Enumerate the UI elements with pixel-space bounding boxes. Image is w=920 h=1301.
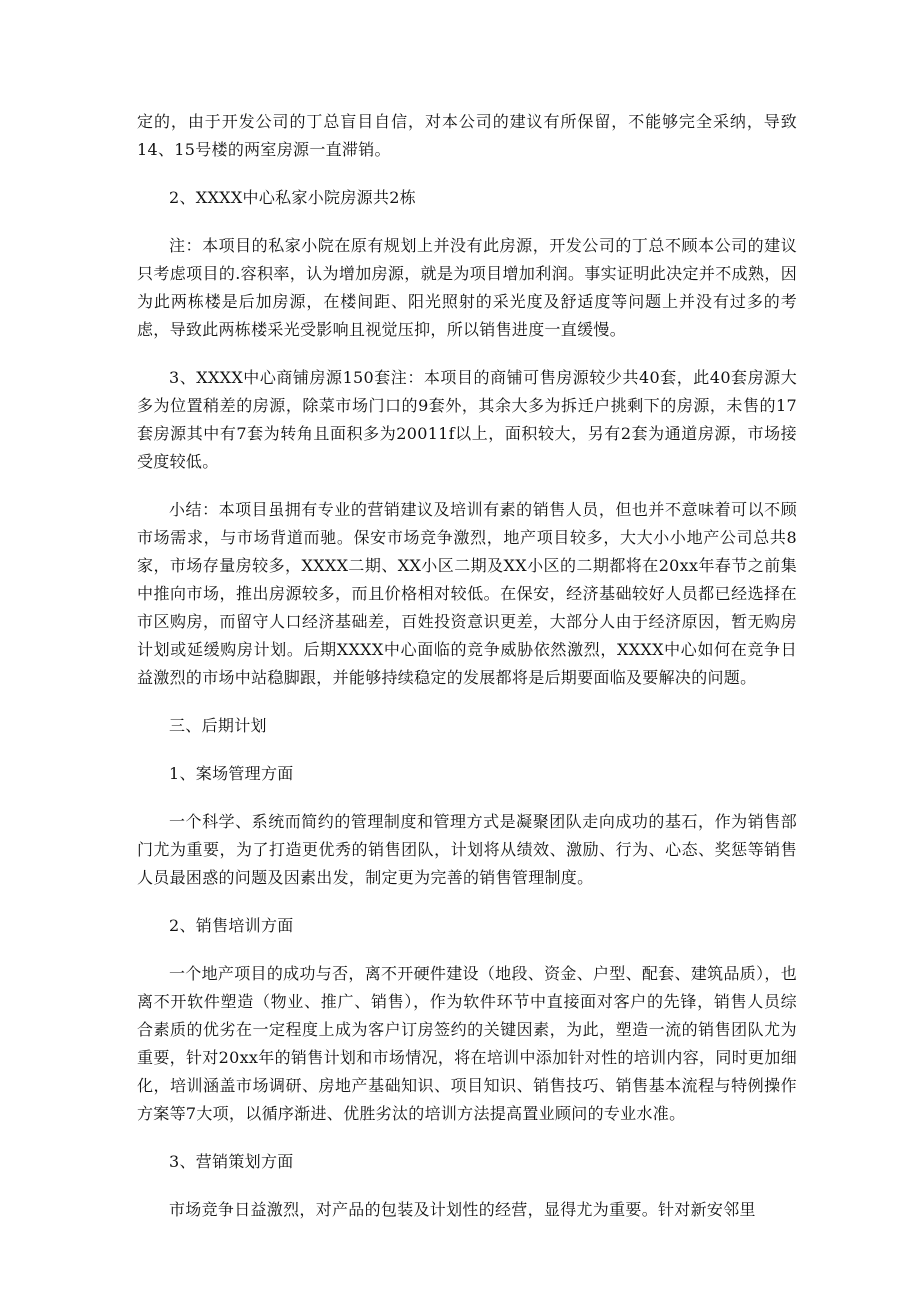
section-heading: 2、销售培训方面	[169, 916, 294, 935]
section-heading: 2、XXXX中心私家小院房源共2栋	[169, 188, 417, 207]
section-heading: 三、后期计划	[169, 716, 267, 735]
paragraph: 定的，由于开发公司的丁总盲目自信，对本公司的建议有所保留，不能够完全采纳，导致14、15号楼的两室房源一直滞销。	[137, 112, 797, 159]
paragraph: 3、XXXX中心商铺房源150套注：本项目的商铺可售房源较少共40套，此40套房源大多为位置稍差的房源，除菜市场门口的9套外，其余大多为拆迁户挑剩下的房源，未售的17套房源其中有7套为转角且面积多为20011f以上，面积较大，另有2套为通道房源，市场接受度较低。	[137, 368, 797, 471]
paragraph: 一个地产项目的成功与否，离不开硬件建设（地段、资金、户型、配套、建筑品质），也离不开软件塑造（物业、推广、销售），作为软件环节中直接面对客户的先锋，销售人员综合素质的优劣在一定程度上成为客户订房签约的关键因素，为此，塑造一流的销售团队尤为重要，针对20xx年的销售计划和市场情况，将在培训中添加针对性的培训内容，同时更加细化，培训涵盖市场调研、房地产基础知识、项目知识、销售技巧、销售基本流程与特例操作方案等7大项，以循序渐进、优胜劣汰的培训方法提高置业顾问的专业水准。	[137, 964, 797, 1123]
paragraph: 注：本项目的私家小院在原有规划上并没有此房源，开发公司的丁总不顾本公司的建议只考虑项目的.容积率，认为增加房源，就是为项目增加利润。事实证明此决定并不成熟，因为此两栋楼是后加房源，在楼间距、阳光照射的采光度及舒适度等问题上并没有过多的考虑，导致此两栋楼采光受影响且视觉压抑，所以销售进度一直缓慢。	[137, 236, 797, 339]
section-heading: 3、营销策划方面	[169, 1152, 294, 1171]
paragraph: 一个科学、系统而简约的管理制度和管理方式是凝聚团队走向成功的基石，作为销售部门尤为重要，为了打造更优秀的销售团队，计划将从绩效、激励、行为、心态、奖惩等销售人员最困惑的问题及因素出发，制定更为完善的销售管理制度。	[137, 812, 797, 887]
section-heading: 1、案场管理方面	[169, 764, 294, 783]
document-page	[137, 108, 797, 1244]
paragraph: 市场竞争日益激烈，对产品的包装及计划性的经营，显得尤为重要。针对新安邻里	[169, 1200, 756, 1219]
paragraph: 小结：本项目虽拥有专业的营销建议及培训有素的销售人员，但也并不意味着可以不顾市场需求，与市场背道而驰。保安市场竞争激烈，地产项目较多，大大小小地产公司总共8家，市场存量房较多，XXXX二期、XX小区二期及XX小区的二期都将在20xx年春节之前集中推向市场，推出房源较多，而且价格相对较低。在保安，经济基础较好人员都已经选择在市区购房，而留守人口经济基础差，百姓投资意识更差，大部分人由于经济原因，暂无购房计划或延缓购房计划。后期XXXX中心面临的竞争威胁依然激烈，XXXX中心如何在竞争日益激烈的市场中站稳脚跟，并能够持续稳定的发展都将是后期要面临及要解决的问题。	[137, 500, 797, 687]
